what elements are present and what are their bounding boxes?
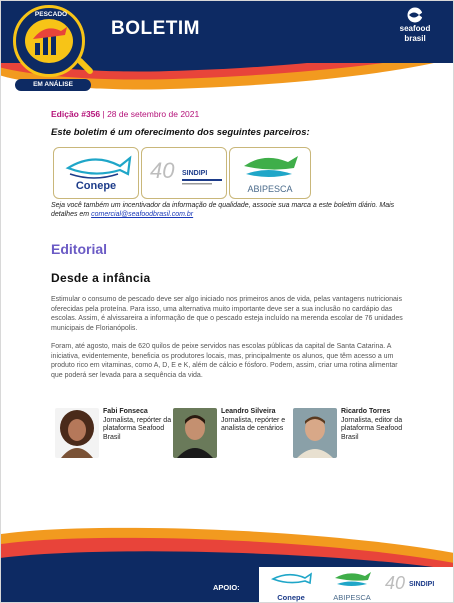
- footer-logo-sindipi[interactable]: [383, 569, 453, 602]
- footer-logo-conepe-label: Conepe: [277, 593, 305, 602]
- sponsor-email-link[interactable]: comercial@seafoodbrasil.com.br: [91, 211, 194, 218]
- conepe-fish-icon: [265, 569, 317, 591]
- author-role: Jornalista, repórter da plataforma Seafood Brasil: [103, 416, 172, 441]
- newsletter-title: BOLETIM: [111, 18, 200, 39]
- sindipi-40-mark: 40: [150, 158, 175, 183]
- sponsor-note-text: Seja você também um incentivador da informação de qualidade, associe sua marca a este boletim diário. Mais detalhes em: [51, 202, 395, 218]
- edition-line: [51, 109, 199, 119]
- footer-sindipi-40-mark: 40: [385, 573, 406, 593]
- author-avatar-icon: [55, 408, 99, 458]
- apoio-label: APOIO:: [213, 583, 240, 592]
- partner-logo-abipesca[interactable]: [229, 147, 311, 199]
- footer-logo-abipesca[interactable]: [325, 569, 379, 602]
- edition-separator: |: [100, 109, 108, 119]
- author-name: Leandro Silveira: [221, 408, 276, 415]
- footer-logo-abipesca-label: ABIPESCA: [333, 593, 371, 602]
- brand-line-1: seafood: [399, 24, 431, 33]
- author-photo: [173, 408, 217, 458]
- partner-logo-conepe-label: Conepe: [75, 180, 117, 192]
- sponsor-note: [51, 201, 411, 219]
- edition-date: 28 de setembro de 2021: [107, 109, 200, 119]
- badge-magnifier: [25, 19, 73, 63]
- author-role: Jornalista, editor da plataforma Seafood Brasil: [341, 416, 403, 441]
- partner-logo-sindipi[interactable]: [141, 147, 227, 199]
- author-name: Fabi Fonseca: [103, 408, 148, 415]
- article-paragraph-1: Estimular o consumo de pescado deve ser algo iniciado nos primeiros anos de vida, pelas vantagens nutricionais oferecidas pela proteína. Para isso, uma alternativa muito importante deve ser a sua inclusão no cardápio das escolas. Assim, é alvissareira a informação de que o pescado esteja incluído na merenda escolar de 76 unidades municipais de Florianópolis.: [51, 296, 403, 332]
- abipesca-fish-icon: [325, 569, 379, 591]
- footer-logo-conepe[interactable]: [265, 569, 317, 602]
- author-photo: [293, 408, 337, 458]
- section-title: Editorial: [51, 241, 108, 257]
- author-photo: [55, 408, 99, 458]
- badge-bottom-text: EM ANÁLISE: [15, 79, 91, 91]
- fish-icon: [404, 7, 426, 23]
- seafood-brasil-logo[interactable]: [387, 7, 443, 43]
- chart-fish-icon: [25, 19, 73, 63]
- article-paragraph-2: Foram, até agosto, mais de 620 quilos de peixe servidos nas escolas públicas da capital de Santa Catarina. A iniciativa, evidentemente, beneficia os produtores locais, mas, principalmente os alunos, que têm acesso a um produto rico em vitaminas, como A, D, E e K, além de cálcio e fósforo. Podem, assim, criar uma rotina alimentar que poderá ser levada para a sequência da vida.: [51, 343, 398, 379]
- footer-sponsor-logos: [259, 567, 454, 603]
- magnifier-handle: [76, 57, 94, 75]
- pescado-em-analise-logo: [13, 5, 97, 89]
- partner-logo-conepe[interactable]: [53, 147, 139, 199]
- author-avatar-icon: [173, 408, 217, 458]
- partner-logo-sindipi-label: SINDIPI: [182, 170, 208, 177]
- article-title: Desde a infância: [51, 271, 151, 285]
- badge-top-text: PESCADO: [34, 11, 68, 18]
- author-name: Ricardo Torres: [341, 408, 391, 415]
- partner-logo-abipesca-label: ABIPESCA: [247, 184, 293, 194]
- brand-line-2: brasil: [404, 34, 426, 43]
- footer-logo-sindipi-label: SINDIPI: [409, 581, 435, 588]
- author-role: Jornalista, repórter e analista de cenários: [221, 416, 286, 432]
- partners-intro: Este boletim é um oferecimento dos seguintes parceiros:: [51, 127, 310, 138]
- author-avatar-icon: [293, 408, 337, 458]
- edition-number: Edição #356: [51, 109, 101, 119]
